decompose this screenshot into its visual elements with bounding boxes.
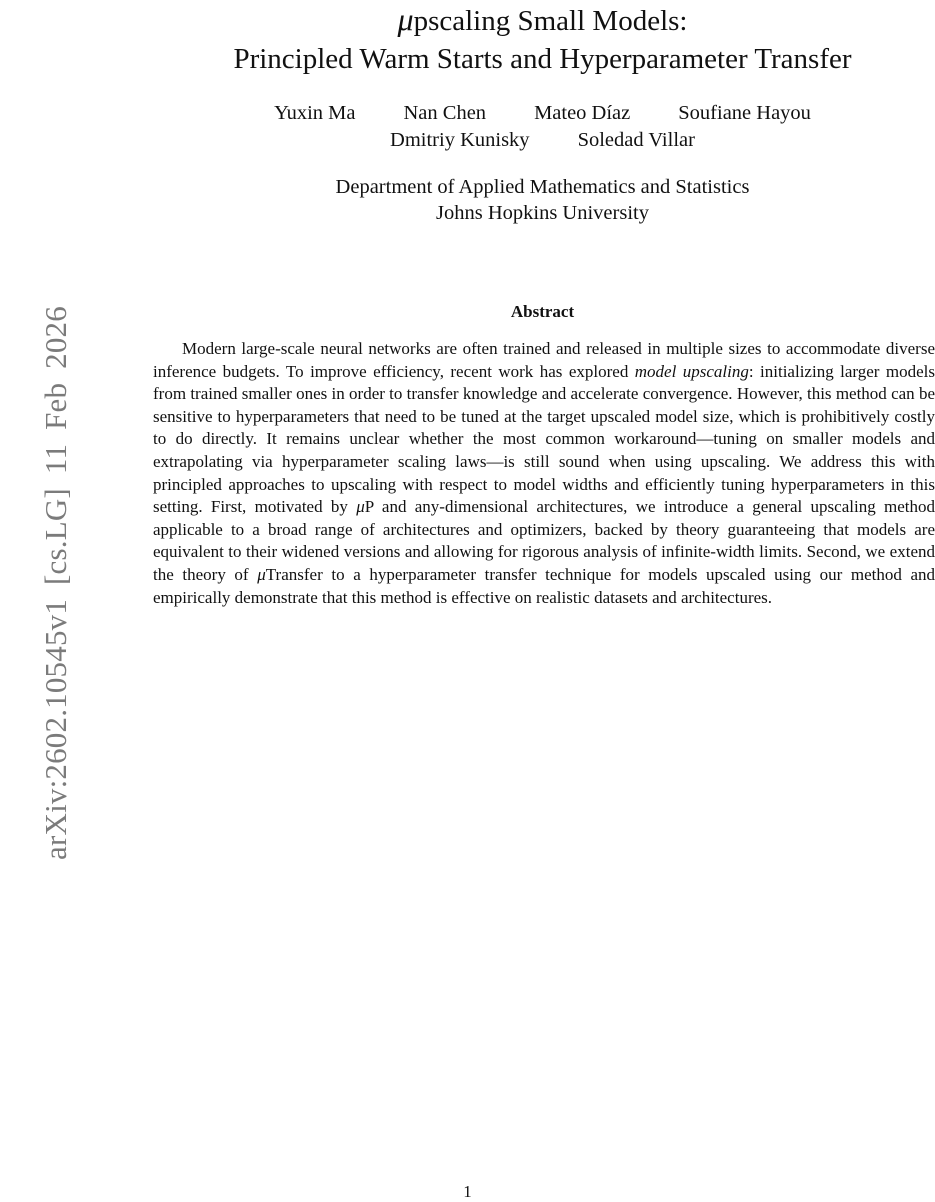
abstract-text-part-3: P and any-dimensional architectures, we introduce a general upscaling method applicable to a broad range of architectures and optimizers, backed by theory guaranteeing that models are equivalent to their widened versions and allowing for rigorous analysis of infinite-width limits. Second, we extend the theory of (153, 497, 935, 584)
author-list (150, 100, 935, 154)
affiliation-department: Department of Applied Mathematics and Statistics (335, 176, 750, 198)
abstract-text-part-1: Modern large-scale neural networks are often trained and released in multiple sizes to accommodate diverse inference budgets. To improve efficiency, recent work has explored (153, 339, 935, 381)
title-mu-symbol: μ (397, 1, 414, 37)
paper-title (150, 0, 935, 78)
author-row-1 (150, 100, 935, 127)
abstract-emphasis: model upscaling (634, 361, 749, 381)
abstract-body (153, 338, 935, 609)
affiliation-university: Johns Hopkins University (436, 202, 649, 224)
abstract-text-part-2: : initializing larger models from trained smaller ones in order to transfer knowledge and accelerate convergence. However, this method can be sensitive to hyperparameters that need to be tuned at the target upscaled model size, which is prohibitively costly to do directly. It remains unclear whether the most common workaround—tuning on smaller models and extrapolating via hyperparameter scaling laws—is still sound when using upscaling. We address this with principled approaches to upscaling with respect to model widths and efficiently tuning hyperparameters in this setting. First, motivated by (153, 361, 935, 517)
arxiv-identifier-stamp (0, 198, 73, 860)
author-name: Yuxin Ma (274, 102, 356, 124)
author-name: Soufiane Hayou (678, 102, 811, 124)
title-line-2: Principled Warm Starts and Hyperparameter Transfer (233, 43, 852, 75)
author-name: Mateo Díaz (534, 102, 631, 124)
author-name: Dmitriy Kunisky (390, 129, 530, 151)
abstract-heading: Abstract (510, 302, 575, 321)
title-line-1: pscaling Small Models: (413, 5, 688, 37)
author-name: Soledad Villar (577, 129, 695, 151)
abstract-mu-symbol: μ (257, 564, 266, 584)
abstract-text-part-4: Transfer to a hyperparameter transfer technique for models upscaled using our method and empirically demonstrate that this method is effective on realistic datasets and architectures. (153, 564, 935, 607)
arxiv-identifier-text: arXiv:2602.10545v1 [cs.LG] 11 Feb 2026 (38, 306, 73, 860)
author-row-2 (150, 127, 935, 154)
affiliation (150, 174, 935, 226)
page-number: 1 (463, 1182, 472, 1201)
author-name: Nan Chen (403, 102, 487, 124)
abstract-mu-symbol: μ (356, 497, 365, 517)
